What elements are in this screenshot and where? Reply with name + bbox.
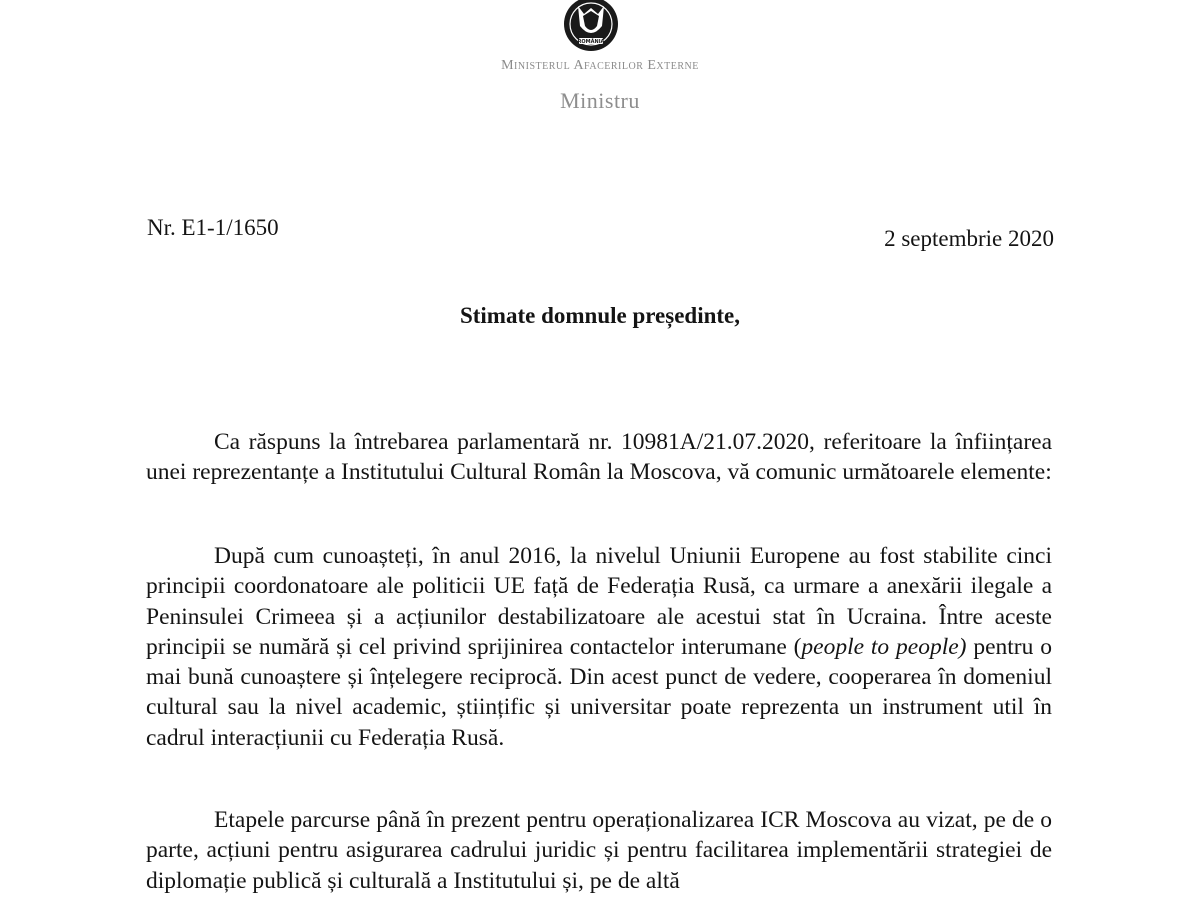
paragraph-3: Etapele parcurse până în prezent pentru operaționalizarea ICR Moscova au vizat, pe de o parte, acțiuni pentru asigurarea cadrului juridic și pentru facilitarea implementării strategiei de diplomație publică și culturală a Institutului și, pe de altă	[146, 807, 1052, 894]
ministry-role: Ministru	[560, 88, 640, 113]
salutation: Stimate domnule președinte,	[459, 303, 741, 328]
reference-number: Nr. E1-1/1650	[147, 215, 279, 240]
letter-date: 2 septembrie 2020	[884, 226, 1054, 251]
ministry-name: Ministerul Afacerilor Externe	[501, 58, 699, 73]
coat-of-arms-icon	[562, 0, 620, 54]
svg-text:ROMÂNIA: ROMÂNIA	[577, 39, 605, 45]
paragraph-2-text-start: După cum cunoașteți, în anul 2016, la nivelul Uniunii Europene au fost stabilite cinci principii coordonatoare ale politicii UE față de Federația Rusă, ca urmare a anexării ilegale a Peninsulei Crimeea și a acțiunilor destabilizatoare ale acestui stat în Ucraina. Între aceste principii se numără și cel privind sprijinirea contactelor interumane (	[146, 543, 1052, 660]
paragraph-2-text-end: pentru o mai bună cunoaștere și înțelegere reciprocă. Din acest punct de vedere, cooperarea în domeniul cultural sau la nivel academic, științific și universitar poate reprezenta un instrument util în cadrul interacțiunii cu Federația Rusă.	[146, 633, 1052, 751]
paragraph-1: Ca răspuns la întrebarea parlamentară nr. 10981A/21.07.2020, referitoare la înființarea unei reprezentanțe a Institutului Cultural Român la Moscova, vă comunic următoarele elemente:	[146, 429, 1052, 486]
paragraph-2-italic-phrase: people to people)	[801, 633, 967, 660]
paragraph-2	[146, 541, 1052, 753]
